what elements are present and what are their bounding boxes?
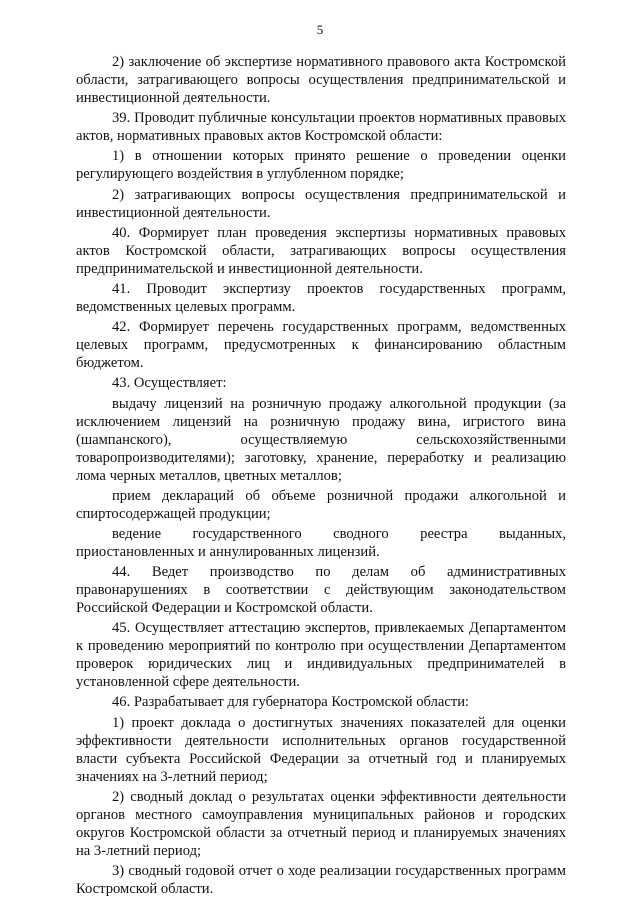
paragraph: 46. Разрабатывает для губернатора Костромской области: <box>112 694 470 711</box>
document-body <box>76 53 566 900</box>
paragraph: 1) в отношении которых принято решение о проведении оценки регулирующего воздействия в углубленном порядке; <box>76 148 566 183</box>
paragraph: 3) сводный годовой отчет о ходе реализации государственных программ Костромской области. <box>76 863 566 897</box>
paragraph: 45. Осуществляет аттестацию экспертов, привлекаемых Департаментом к проведению мероприятий по контролю при осуществлении Департаментом проверок юридических лиц и индивидуальных предпринимателей в установленной сфере деятельности. <box>76 620 566 691</box>
paragraph: 44. Ведет производство по делам об административных правонарушениях в соответствии с действующим законодательством Российской Федерации и Костромской области. <box>76 564 566 617</box>
paragraph: 41. Проводит экспертизу проектов государственных программ, ведомственных целевых программ. <box>76 280 566 315</box>
paragraph: 42. Формирует перечень государственных программ, ведомственных целевых программ, предусмотренных к финансированию областным бюджетом. <box>76 319 566 372</box>
page-number: 5 <box>316 22 324 37</box>
paragraph: выдачу лицензий на розничную продажу алкогольной продукции (за исключением лицензий на розничную продажу вина, игристого вина (шампанского), осуществляемую сельскохозяйственными товаропроизводителями); заготовку, хранение, переработку и реализацию лома черных металлов, цветных металлов; <box>76 395 566 484</box>
paragraph: прием деклараций об объеме розничной продажи алкогольной и спиртосодержащей продукции; <box>76 487 566 522</box>
paragraph: 43. Осуществляет: <box>112 375 227 392</box>
paragraph: 2) затрагивающих вопросы осуществления предпринимательской и инвестиционной деятельности. <box>76 186 566 221</box>
paragraph: 1) проект доклада о достигнутых значениях показателей для оценки эффективности деятельности исполнительных органов государственной власти субъекта Российской Федерации за отчетный год и планируемых значениях на 3-летний период; <box>76 714 566 785</box>
paragraph: 2) сводный доклад о результатах оценки эффективности деятельности органов местного самоуправления муниципальных районов и городских округов Костромской области за отчетный период и планируемых значениях на 3-летний период; <box>76 788 566 859</box>
paragraph: 39. Проводит публичные консультации проектов нормативных правовых актов, нормативных правовых актов Костромской области: <box>76 110 566 145</box>
paragraph: 40. Формирует план проведения экспертизы нормативных правовых актов Костромской области, затрагивающих вопросы осуществления предпринимательской и инвестиционной деятельности. <box>76 224 566 277</box>
paragraph: 2) заключение об экспертизе нормативного правового акта Костромской области, затрагивающего вопросы осуществления предпринимательской и инвестиционной деятельности. <box>76 54 566 106</box>
paragraph: ведение государственного сводного реестра выданных, приостановленных и аннулированных лицензий. <box>76 525 566 560</box>
